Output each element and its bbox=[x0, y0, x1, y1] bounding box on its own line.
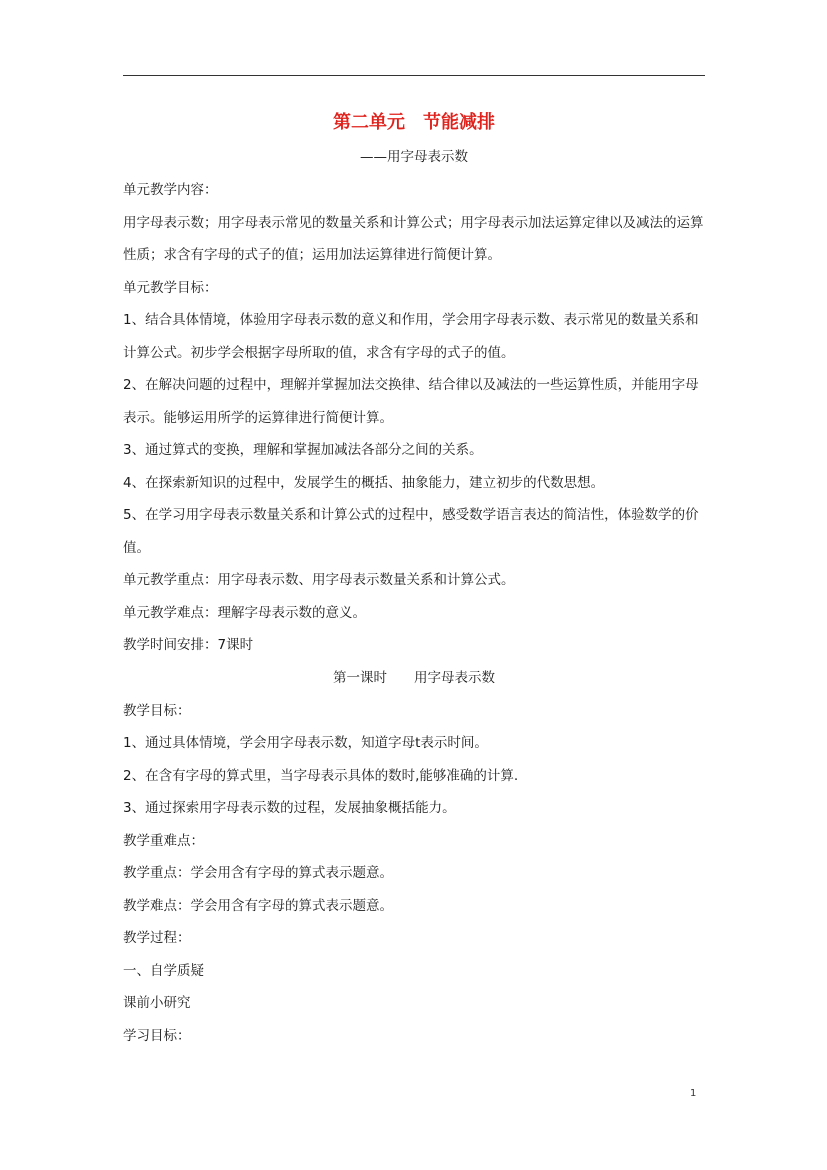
paragraph-learning-goals: 学习目标： bbox=[123, 1027, 191, 1044]
paragraph-unit-key-point: 单元教学重点：用字母表示数、用字母表示数量关系和计算公式。 bbox=[123, 572, 515, 588]
paragraph-process-heading: 教学过程： bbox=[123, 930, 191, 946]
paragraph-lesson-goal-3: 3、通过探索用字母表示数的过程，发展抽象概括能力。 bbox=[123, 800, 456, 816]
paragraph-goal-3: 3、通过算式的变换，理解和掌握加减法各部分之间的关系。 bbox=[123, 442, 483, 458]
header-rule bbox=[123, 75, 705, 76]
paragraph-goal-1: 1、结合具体情境，体验用字母表示数的意义和作用，学会用字母表示数、表示常见的数量关系和计算公式。初步学会根据字母所取的值，求含有字母的式子的值。 bbox=[123, 312, 699, 361]
paragraph-time-schedule: 教学时间安排：7课时 bbox=[123, 637, 254, 653]
paragraph-lesson-difficulty: 教学难点：学会用含有字母的算式表示题意。 bbox=[123, 897, 393, 914]
paragraph-unit-difficulty: 单元教学难点：理解字母表示数的意义。 bbox=[123, 604, 366, 621]
paragraph-key-difficulty-heading: 教学重难点： bbox=[123, 832, 204, 849]
unit-title: 第二单元 节能减排 bbox=[333, 112, 495, 133]
paragraph-lesson-goal-2: 2、在含有字母的算式里，当字母表示具体的数时,能够准确的计算. bbox=[123, 767, 519, 784]
paragraph-unit-content-heading: 单元教学内容： bbox=[123, 182, 218, 198]
document-page bbox=[123, 105, 705, 1052]
paragraph-pre-class-study: 课前小研究 bbox=[123, 995, 191, 1011]
paragraph-self-study: 一、自学质疑 bbox=[123, 962, 204, 979]
paragraph-lesson-goal-1: 1、通过具体情境，学会用字母表示数，知道字母t表示时间。 bbox=[123, 735, 488, 751]
paragraph-goal-5: 5、在学习用字母表示数量关系和计算公式的过程中，感受数学语言表达的简洁性，体验数学的价值。 bbox=[123, 507, 699, 556]
paragraph-lesson-key-point: 教学重点：学会用含有字母的算式表示题意。 bbox=[123, 865, 393, 881]
unit-subtitle: ——用字母表示数 bbox=[360, 149, 468, 165]
paragraph-unit-content: 用字母表示数；用字母表示常见的数量关系和计算公式；用字母表示加法运算定律以及减法的运算性质；求含有字母的式子的值；运用加法运算律进行简便计算。 bbox=[123, 214, 704, 263]
page-number: 1 bbox=[690, 1088, 697, 1099]
paragraph-goal-2: 2、在解决问题的过程中，理解并掌握加法交换律、结合律以及减法的一些运算性质，并能用字母表示。能够运用所学的运算律进行简便计算。 bbox=[123, 377, 699, 426]
lesson-title: 第一课时 用字母表示数 bbox=[333, 669, 495, 686]
paragraph-goal-4: 4、在探索新知识的过程中，发展学生的概括、抽象能力，建立初步的代数思想。 bbox=[123, 474, 605, 491]
paragraph-unit-goals-heading: 单元教学目标： bbox=[123, 279, 218, 296]
paragraph-lesson-goals-heading: 教学目标： bbox=[123, 702, 191, 719]
